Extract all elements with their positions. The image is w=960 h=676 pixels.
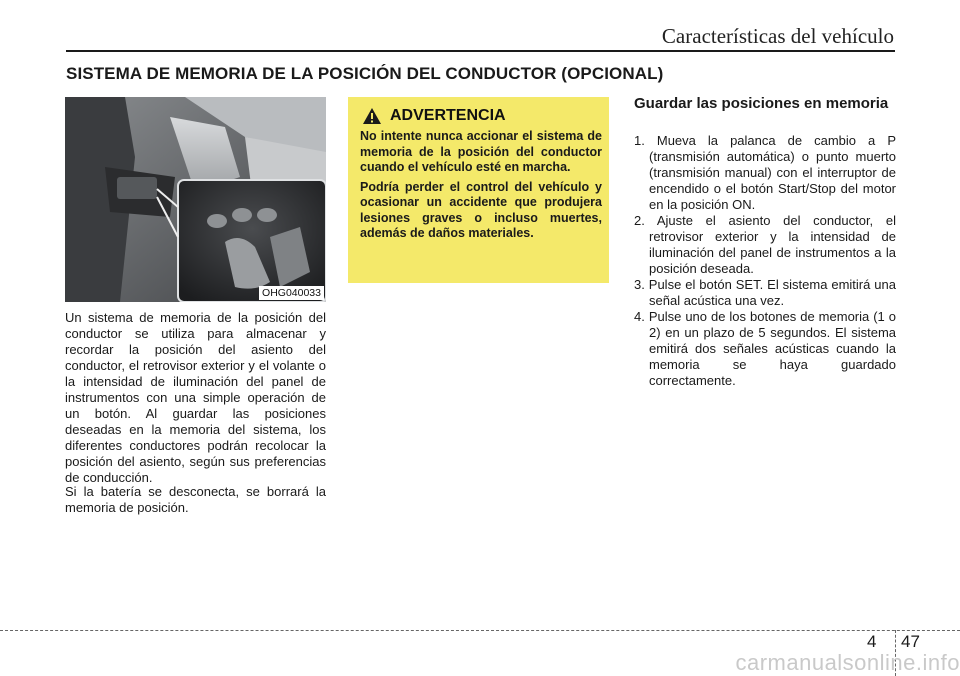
steps-list xyxy=(634,133,896,389)
intro-paragraph: Un sistema de memoria de la posición del conductor se utiliza para almacenar y recordar la posición del asiento del conductor, el retrovisor exterior y el volante o la intensidad de iluminación del panel de instrumentos con una simple operación de un botón. Al guardar las posiciones deseadas en la memoria del sistema, los diferentes conductores podrán recolocar la posición del asiento, según sus preferencias de conducción. xyxy=(65,310,326,485)
chapter-number: 4 xyxy=(867,632,877,651)
door-panel-illustration xyxy=(65,97,326,302)
watermark: carmanualsonline.info xyxy=(735,650,960,675)
door-memory-buttons-photo xyxy=(65,97,326,302)
battery-note: Si la batería se desconecta, se borrará la memoria de posición. xyxy=(65,484,326,515)
section-title: SISTEMA DE MEMORIA DE LA POSICIÓN DEL CONDUCTOR (OPCIONAL) xyxy=(66,64,664,83)
footer-rule xyxy=(0,630,960,631)
header-rule xyxy=(66,50,895,52)
warning-triangle-icon xyxy=(362,107,382,125)
warning-paragraph-1: No intente nunca accionar el sistema de memoria de la posición del conductor cuando el vehículo esté en marcha. xyxy=(360,129,602,174)
page-number: 47 xyxy=(901,632,920,651)
step-4: 4. Pulse uno de los botones de memoria (1 o 2) en un plazo de 5 segundos. El sistema emitirá dos señales acústicas cuando la memoria se haya guardado correctamente. xyxy=(634,309,896,388)
step-2: 2. Ajuste el asiento del conductor, el retrovisor exterior y la intensidad de iluminación del panel de instrumentos a la posición deseada. xyxy=(634,213,896,276)
figure-code: OHG040033 xyxy=(259,286,324,300)
steps-heading: Guardar las posiciones en memoria xyxy=(634,95,889,112)
warning-paragraph-2: Podría perder el control del vehículo y ocasionar un accidente que produjera lesiones graves o incluso muertes, además de daños materiales. xyxy=(360,179,602,240)
warning-header xyxy=(360,107,602,125)
chapter-title: Características del vehículo xyxy=(661,24,894,48)
step-3: 3. Pulse el botón SET. El sistema emitirá una señal acústica una vez. xyxy=(634,277,896,308)
warning-box xyxy=(348,97,609,283)
step-1: 1. Mueva la palanca de cambio a P (transmisión automática) o punto muerto (transmisión manual) con el interruptor de encendido o el botón Start/Stop del motor en la posición ON. xyxy=(634,133,896,212)
warning-title: ADVERTENCIA xyxy=(390,107,506,124)
